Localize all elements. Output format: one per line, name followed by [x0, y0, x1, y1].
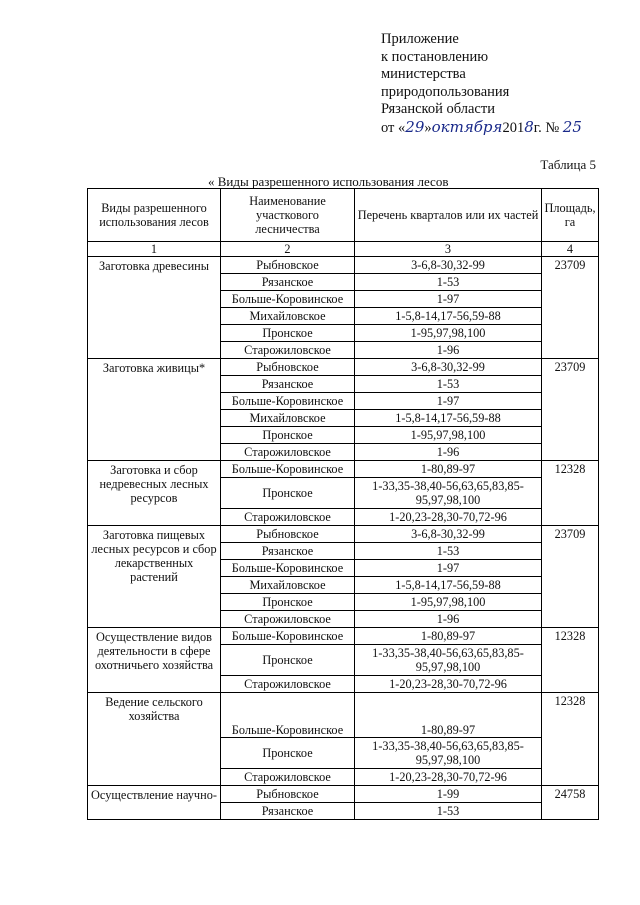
forestry-cell: Старожиловское — [221, 444, 355, 461]
forestry-cell: Больше-Коровинское — [221, 461, 355, 478]
quarters-cell: 1-95,97,98,100 — [355, 325, 542, 342]
forestry-cell: Рыбновское — [221, 257, 355, 274]
forestry-cell: Старожиловское — [221, 611, 355, 628]
column-header-area: Площадь, га — [542, 189, 599, 242]
quarters-cell: 1-5,8-14,17-56,59-88 — [355, 308, 542, 325]
forestry-cell: Рязанское — [221, 803, 355, 820]
quarters-cell: 1-97 — [355, 393, 542, 410]
table-row — [88, 786, 599, 803]
column-number: 4 — [542, 242, 599, 257]
date-month: октября — [431, 117, 503, 136]
use-type-cell: Заготовка пищевых лесных ресурсов и сбор лекарственных растений — [88, 526, 221, 628]
forestry-cell: Рязанское — [221, 543, 355, 560]
table-row — [88, 526, 599, 543]
column-header-use: Виды разрешенного использования лесов — [88, 189, 221, 242]
forestry-cell: Старожиловское — [221, 676, 355, 693]
forestry-cell: Старожиловское — [221, 769, 355, 786]
forestry-cell: Пронское — [221, 427, 355, 444]
quarters-cell: 1-20,23-28,30-70,72-96 — [355, 509, 542, 526]
table-row — [88, 461, 599, 478]
forestry-cell: Пронское — [221, 645, 355, 676]
quarters-cell: 1-20,23-28,30-70,72-96 — [355, 769, 542, 786]
quarters-cell: 3-6,8-30,32-99 — [355, 257, 542, 274]
quarters-cell: 1-95,97,98,100 — [355, 427, 542, 444]
forestry-cell: Михайловское — [221, 308, 355, 325]
column-number: 3 — [355, 242, 542, 257]
quarters-cell: 1-33,35-38,40-56,63,65,83,85-95,97,98,100 — [355, 478, 542, 509]
quarters-cell: 1-53 — [355, 543, 542, 560]
forestry-cell: Михайловское — [221, 577, 355, 594]
quarters-cell: 1-53 — [355, 274, 542, 291]
forestry-cell: Рыбновское — [221, 786, 355, 803]
column-number: 2 — [221, 242, 355, 257]
header-line: министерства — [381, 66, 466, 82]
quarters-cell: 1-96 — [355, 342, 542, 359]
column-header-forestry: Наименование участкового лесничества — [221, 189, 355, 242]
quarters-cell: 1-95,97,98,100 — [355, 594, 542, 611]
forestry-cell: Больше-Коровинское — [221, 393, 355, 410]
date-prefix: от « — [381, 119, 406, 136]
forestry-cell: Больше-Коровинское — [221, 628, 355, 645]
date-year-suffix: 8 — [524, 117, 534, 136]
quarters-cell: 1-53 — [355, 376, 542, 393]
date-year-prefix: 201 — [502, 119, 525, 136]
forest-use-table — [87, 188, 599, 820]
quarters-cell: 1-96 — [355, 444, 542, 461]
use-type-cell: Заготовка и сбор недревесных лесных ресурсов — [88, 461, 221, 526]
date-mid: » — [424, 119, 432, 136]
table-body — [88, 257, 599, 820]
column-numbers-row — [88, 242, 599, 257]
forestry-cell: Старожиловское — [221, 342, 355, 359]
header-line: к постановлению — [381, 48, 489, 65]
area-cell: 23709 — [542, 257, 599, 359]
quarters-cell: 1-97 — [355, 560, 542, 577]
quarters-cell: 1-53 — [355, 803, 542, 820]
quarters-cell: 1-80,89-97 — [355, 461, 542, 478]
quarters-cell: 1-5,8-14,17-56,59-88 — [355, 577, 542, 594]
table-title: « Виды разрешенного использования лесов — [208, 174, 449, 189]
quarters-cell: 1-99 — [355, 786, 542, 803]
decree-date-line — [381, 119, 582, 138]
table-row — [88, 628, 599, 645]
forestry-cell: Больше-Коровинское — [221, 693, 355, 738]
header-line: Рязанской области — [381, 101, 495, 117]
table-row — [88, 257, 599, 274]
quarters-cell: 1-20,23-28,30-70,72-96 — [355, 676, 542, 693]
quarters-cell: 1-80,89-97 — [355, 693, 542, 738]
forestry-cell: Больше-Коровинское — [221, 291, 355, 308]
table-row — [88, 693, 599, 738]
quarters-cell: 1-96 — [355, 611, 542, 628]
forestry-cell: Пронское — [221, 738, 355, 769]
column-number: 1 — [88, 242, 221, 257]
quarters-cell: 3-6,8-30,32-99 — [355, 526, 542, 543]
quarters-cell: 1-33,35-38,40-56,63,65,83,85-95,97,98,100 — [355, 738, 542, 769]
use-type-cell: Ведение сельского хозяйства — [88, 693, 221, 786]
forestry-cell: Пронское — [221, 478, 355, 509]
quarters-cell: 1-97 — [355, 291, 542, 308]
quarters-cell: 1-80,89-97 — [355, 628, 542, 645]
date-g: г. № — [533, 119, 560, 136]
forestry-cell: Рыбновское — [221, 359, 355, 376]
decree-header — [381, 31, 582, 137]
area-cell: 12328 — [542, 461, 599, 526]
forestry-cell: Больше-Коровинское — [221, 560, 355, 577]
table-row — [88, 359, 599, 376]
area-cell: 23709 — [542, 526, 599, 628]
forestry-cell: Пронское — [221, 325, 355, 342]
area-cell: 23709 — [542, 359, 599, 461]
table-label: Таблица 5 — [540, 157, 596, 172]
forestry-cell: Михайловское — [221, 410, 355, 427]
table-header-row — [88, 189, 599, 242]
area-cell: 24758 — [542, 786, 599, 820]
forestry-cell: Рыбновское — [221, 526, 355, 543]
forestry-cell: Старожиловское — [221, 509, 355, 526]
quarters-cell: 1-5,8-14,17-56,59-88 — [355, 410, 542, 427]
forestry-cell: Пронское — [221, 594, 355, 611]
date-day: 29 — [405, 117, 425, 136]
quarters-cell: 3-6,8-30,32-99 — [355, 359, 542, 376]
decree-number: 25 — [562, 117, 582, 136]
use-type-cell: Осуществление научно- — [88, 786, 221, 820]
use-type-cell: Заготовка древесины — [88, 257, 221, 359]
area-cell: 12328 — [542, 693, 599, 786]
quarters-cell: 1-33,35-38,40-56,63,65,83,85-95,97,98,100 — [355, 645, 542, 676]
use-type-cell: Осуществление видов деятельности в сфере охотничьего хозяйства — [88, 628, 221, 693]
area-cell: 12328 — [542, 628, 599, 693]
header-line: Приложение — [381, 31, 459, 47]
forestry-cell: Рязанское — [221, 274, 355, 291]
use-type-cell: Заготовка живицы* — [88, 359, 221, 461]
header-line: природопользования — [381, 83, 510, 100]
column-header-quarters: Перечень кварталов или их частей — [355, 189, 542, 242]
forestry-cell: Рязанское — [221, 376, 355, 393]
